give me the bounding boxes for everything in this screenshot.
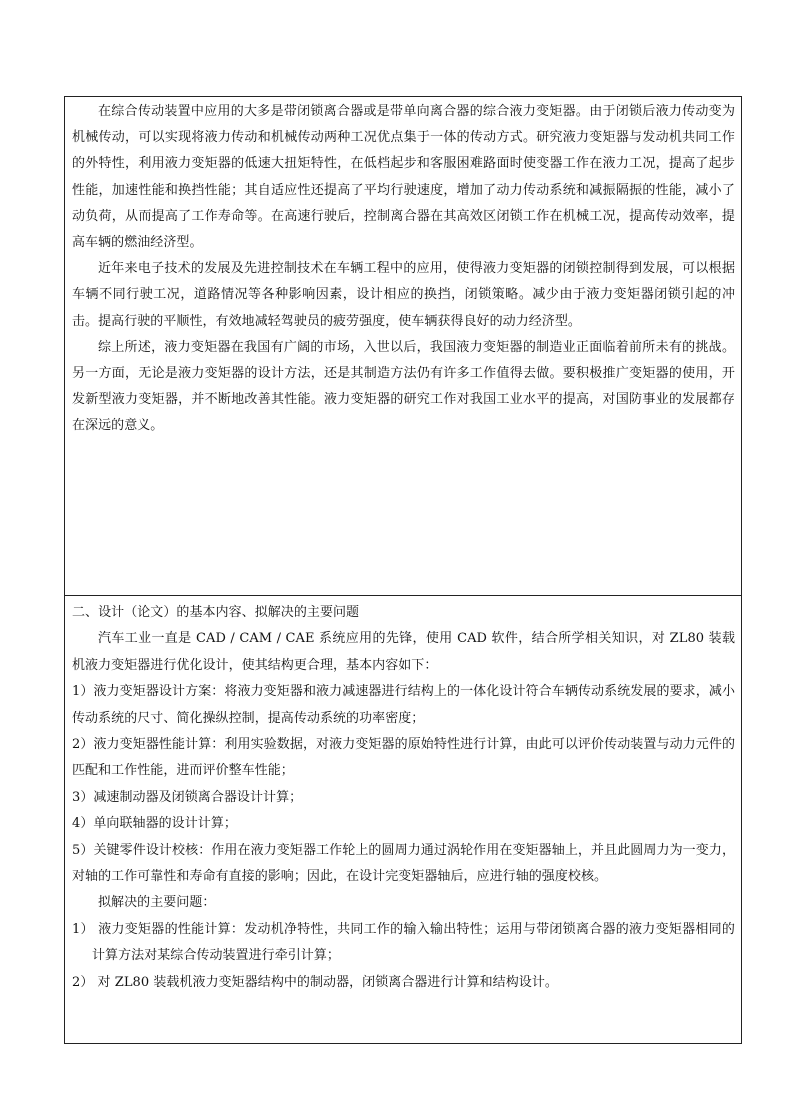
content-section (65, 596, 741, 1043)
problems-heading: 拟解决的主要问题： (98, 895, 216, 911)
content-item-1: 1）液力变矩器设计方案：将液力变矩器和液力减速器进行结构上的一体化设计符合车辆传动系统发展的要求，减小传动系统的尺寸、简化操纵控制，提高传动系统的功率密度； (72, 684, 735, 726)
content-item-5: 5）关键零件设计校核：作用在液力变矩器工作轮上的圆周力通过涡轮作用在变矩器轴上，并且此圆周力为一变力，对轴的工作可靠性和寿命有直接的影响；因此，在设计完变矩器轴后，应进行轴的强度校核。 (72, 842, 735, 885)
content-item-2: 2）液力变矩器性能计算：利用实验数据，对液力变矩器的原始特性进行计算，由此可以评价传动装置与动力元件的匹配和工作性能，进而评价整车性能； (72, 737, 735, 779)
form-table (64, 96, 742, 1044)
background-paragraph-1: 在综合传动装置中应用的大多是带闭锁离合器或是带单向离合器的综合液力变矩器。由于闭锁后液力传动变为机械传动，可以实现将液力传动和机械传动两种工况优点集于一体的传动方式。研究液力变矩器与发动机共同工作的外特性，利用液力变矩器的低速大扭矩特性，在低档起步和客服困难路面时使变器工作在液力工况，提高了起步性能，加速性能和换挡性能；其自适应性还提高了平均行驶速度，增加了动力传动系统和减振隔振的性能，减小了动负荷，从而提高了工作寿命等。在高速行驶后，控制离合器在其高效区闭锁工作在机械工况，提高传动效率，提高车辆的燃油经济型。 (72, 104, 735, 251)
problem-item-1: 1） 液力变矩器的性能计算：发动机净特性，共同工作的输入输出特性；运用与带闭锁离合器的液力变矩器相同的计算方法对某综合传动装置进行牵引计算； (72, 921, 735, 964)
background-paragraph-3: 综上所述，液力变矩器在我国有广阔的市场，入世以后，我国液力变矩器的制造业正面临着前所未有的挑战。另一方面，无论是液力变矩器的设计方法，还是其制造方法仍有许多工作值得去做。要积极推广变矩器的使用，开发新型液力变矩器，并不断地改善其性能。液力变矩器的研究工作对我国工业水平的提高，对国防事业的发展都存在深远的意义。 (72, 339, 735, 434)
content-item-4: 4）单向联轴器的设计计算； (72, 816, 237, 832)
background-section (65, 97, 741, 595)
section-heading: 二、设计（论文）的基本内容、拟解决的主要问题 (72, 605, 360, 620)
problem-item-2: 2） 对 ZL80 装载机液力变矩器结构中的制动器，闭锁离合器进行计算和结构设计。 (72, 974, 558, 990)
content-item-3: 3）减速制动器及闭锁离合器设计计算； (72, 789, 303, 805)
background-paragraph-2: 近年来电子技术的发展及先进控制技术在车辆工程中的应用，使得液力变矩器的闭锁控制得到发展，可以根据车辆不同行驶工况，道路情况等各种影响因素，设计相应的换挡，闭锁策略。减少由于液力变矩器闭锁引起的冲击。提高行驶的平顺性，有效地减轻驾驶员的疲劳强度，使车辆获得良好的动力经济型。 (72, 261, 735, 329)
content-intro: 汽车工业一直是 CAD / CAM / CAE 系统应用的先锋，使用 CAD 软件，结合所学相关知识，对 ZL80 装载机液力变矩器进行优化设计，使其结构更合理，基本内容如下： (72, 631, 735, 673)
